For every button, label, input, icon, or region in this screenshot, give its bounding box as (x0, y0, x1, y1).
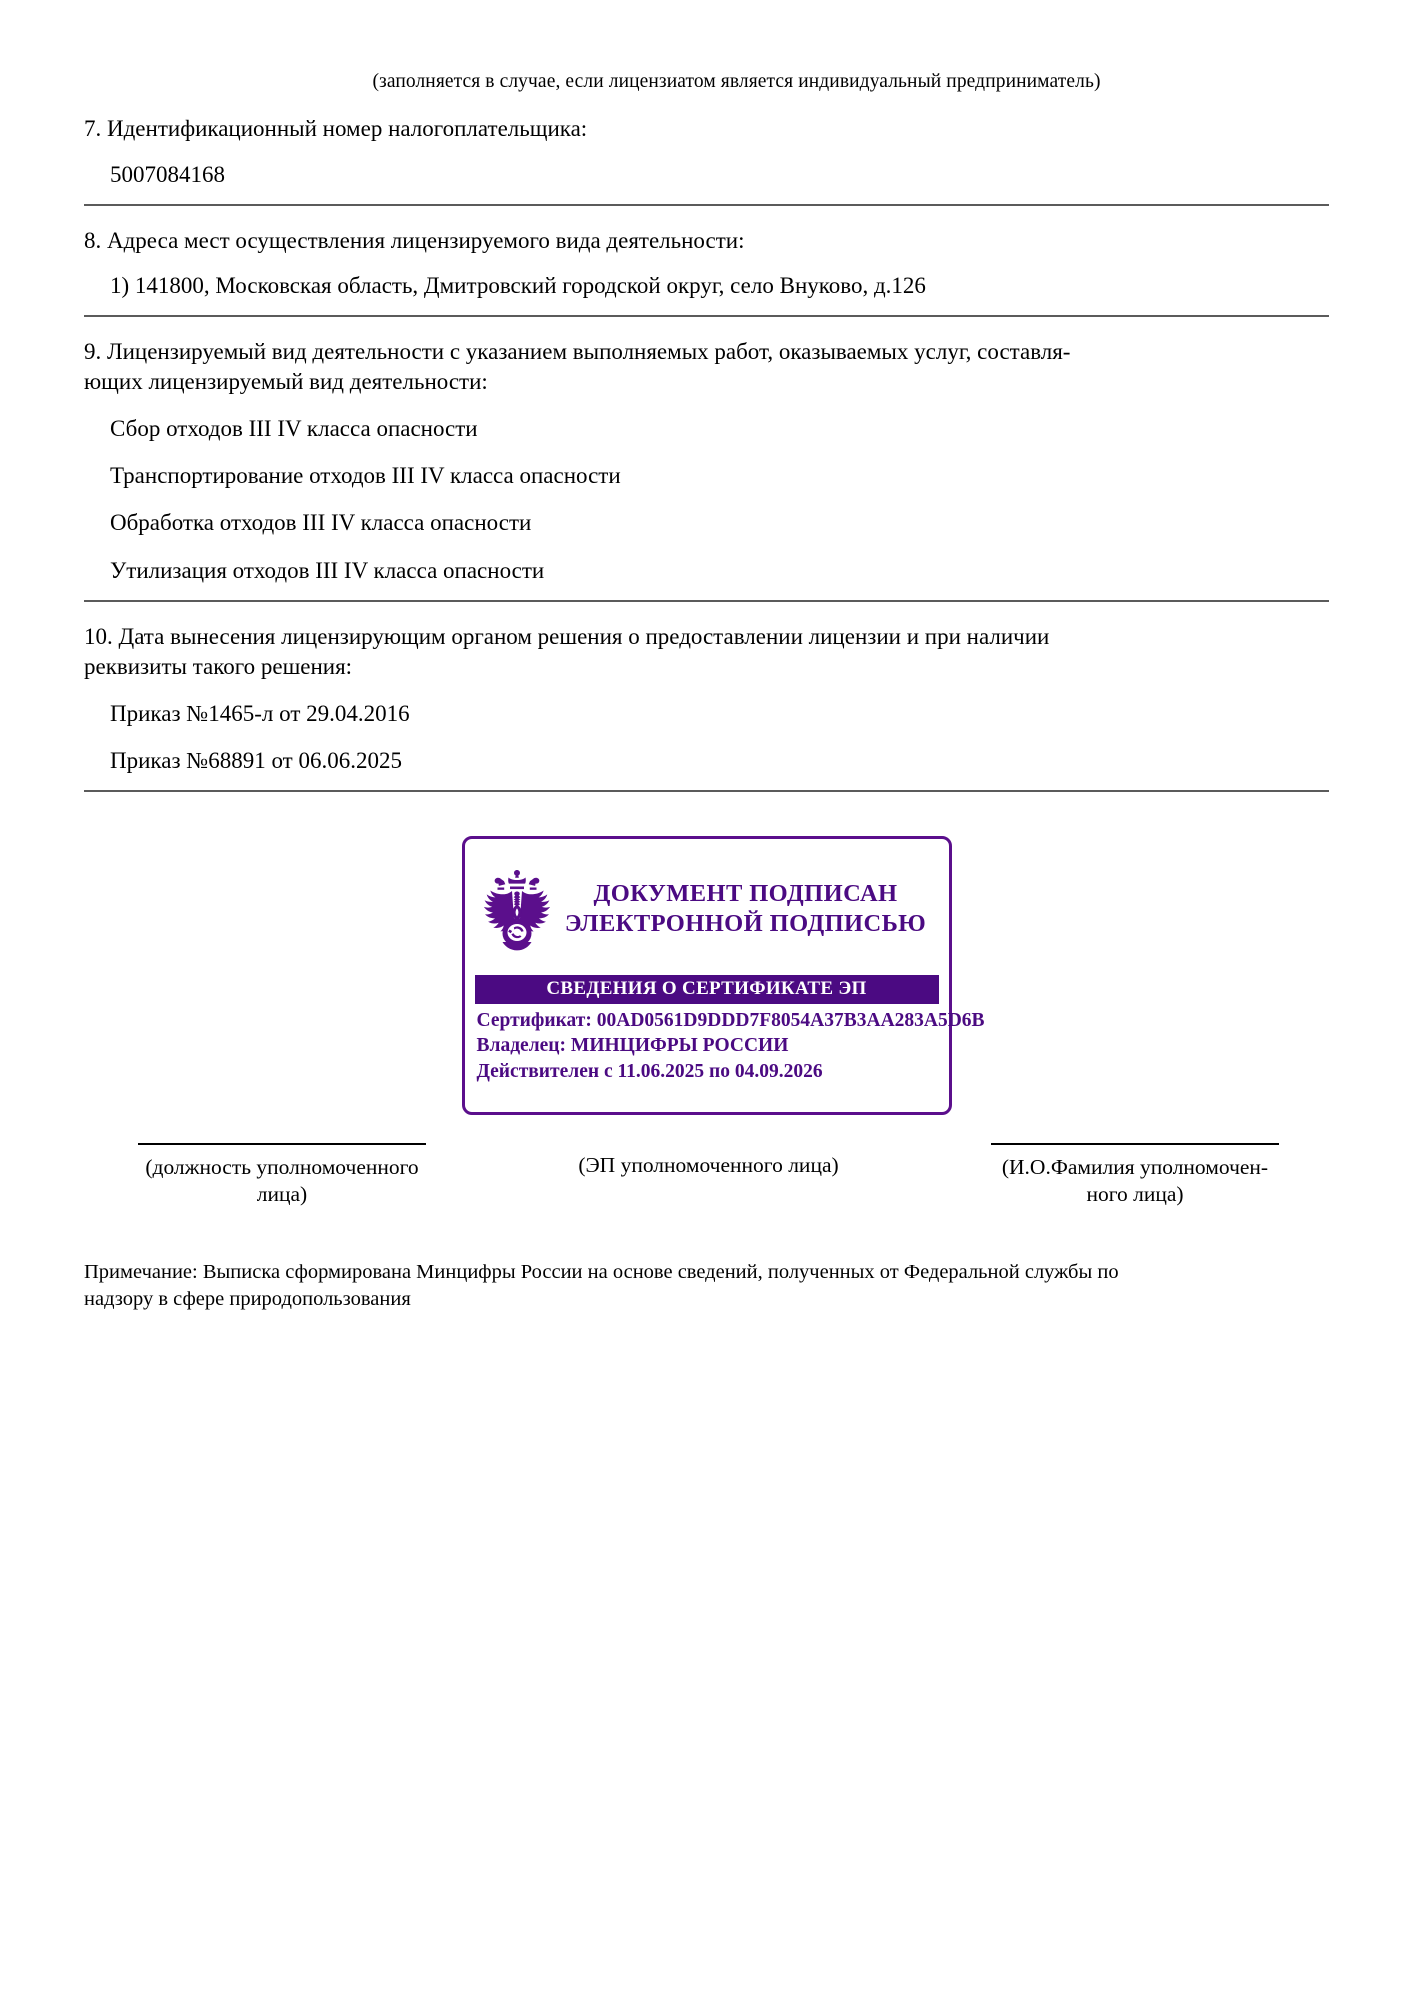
decision-item-1: Приказ №1465-л от 29.04.2016 (110, 700, 410, 726)
stamp-certificate-owner: Владелец: МИНЦИФРЫ РОССИИ (476, 1035, 789, 1057)
field-label-activity-line1: 9. Лицензируемый вид деятельности с указанием выполняемых работ, оказываемых услуг, составля- (84, 338, 1071, 364)
stamp-certificate-bar-label: СВЕДЕНИЯ О СЕРТИФИКАТЕ ЭП (475, 975, 939, 1004)
field-label-decision-line2: реквизиты такого решения: (84, 653, 353, 679)
signature-caption-name-line2: ного лица) (1086, 1182, 1184, 1207)
signature-caption-name-line1: (И.О.Фамилия уполномочен- (1001, 1155, 1269, 1180)
divider-after-activity (84, 600, 1329, 602)
signature-caption-row (84, 1143, 1329, 1209)
stamp-title-line1: ДОКУМЕНТ ПОДПИСАН (593, 880, 898, 908)
address-item-1: 1) 141800, Московская область, Дмитровский городской округ, село Внуково, д.126 (110, 272, 926, 298)
activity-item-3: Обработка отходов III IV класса опасности (110, 510, 532, 536)
header-note: (заполняется в случае, если лицензиатом является индивидуальный предприниматель) (372, 71, 1101, 92)
double-headed-eagle-emblem-icon (479, 866, 555, 952)
signature-caption-position-line1: (должность уполномоченного (145, 1155, 419, 1180)
stamp-title (561, 879, 935, 939)
stamp-title-line2: ЭЛЕКТРОННОЙ ПОДПИСЬЮ (564, 910, 927, 938)
signature-col-name (985, 1143, 1285, 1209)
divider-after-decision (84, 790, 1329, 792)
signature-rule-position (138, 1143, 426, 1145)
signature-rule-name (991, 1143, 1279, 1145)
stamp-certificate-details (465, 1004, 985, 1112)
divider-after-inn (84, 204, 1329, 206)
field-label-inn: 7. Идентификационный номер налогоплательщика: (84, 116, 588, 142)
activity-item-1: Сбор отходов III IV класса опасности (110, 416, 478, 442)
footnote (84, 1259, 1329, 1314)
activity-item-2: Транспортирование отходов III IV класса опасности (110, 463, 621, 489)
electronic-signature-stamp (462, 836, 985, 1115)
field-label-addresses: 8. Адреса мест осуществления лицензируемого вида деятельности: (84, 227, 745, 253)
signature-caption-position-line2: лица) (256, 1182, 308, 1207)
field-value-inn: 5007084168 (110, 161, 225, 187)
footnote-line1: Примечание: Выписка сформирована Минцифры России на основе сведений, полученных от Федеральной службы по (84, 1260, 1119, 1283)
decision-item-2: Приказ №68891 от 06.06.2025 (110, 748, 402, 773)
field-label-decision-line1: 10. Дата вынесения лицензирующим органом решения о предоставлении лицензии и при наличии (84, 623, 1050, 649)
stamp-header (465, 839, 949, 975)
activity-item-4: Утилизация отходов III IV класса опасности (110, 557, 545, 583)
signature-col-esign (544, 1143, 874, 1209)
stamp-certificate-serial: Сертификат: 00AD0561D9DDD7F8054A37B3AA283A5D6B (476, 1010, 985, 1032)
stamp-certificate-validity: Действителен с 11.06.2025 по 04.09.2026 (476, 1060, 823, 1082)
electronic-signature-stamp-container (84, 836, 1329, 1115)
footnote-line2: надзору в сфере природопользования (84, 1288, 411, 1311)
signature-caption-esign: (ЭП уполномоченного лица) (578, 1153, 839, 1178)
signature-col-position (132, 1143, 432, 1209)
divider-after-addresses (84, 315, 1329, 317)
field-label-activity-line2: ющих лицензируемый вид деятельности: (84, 369, 488, 394)
